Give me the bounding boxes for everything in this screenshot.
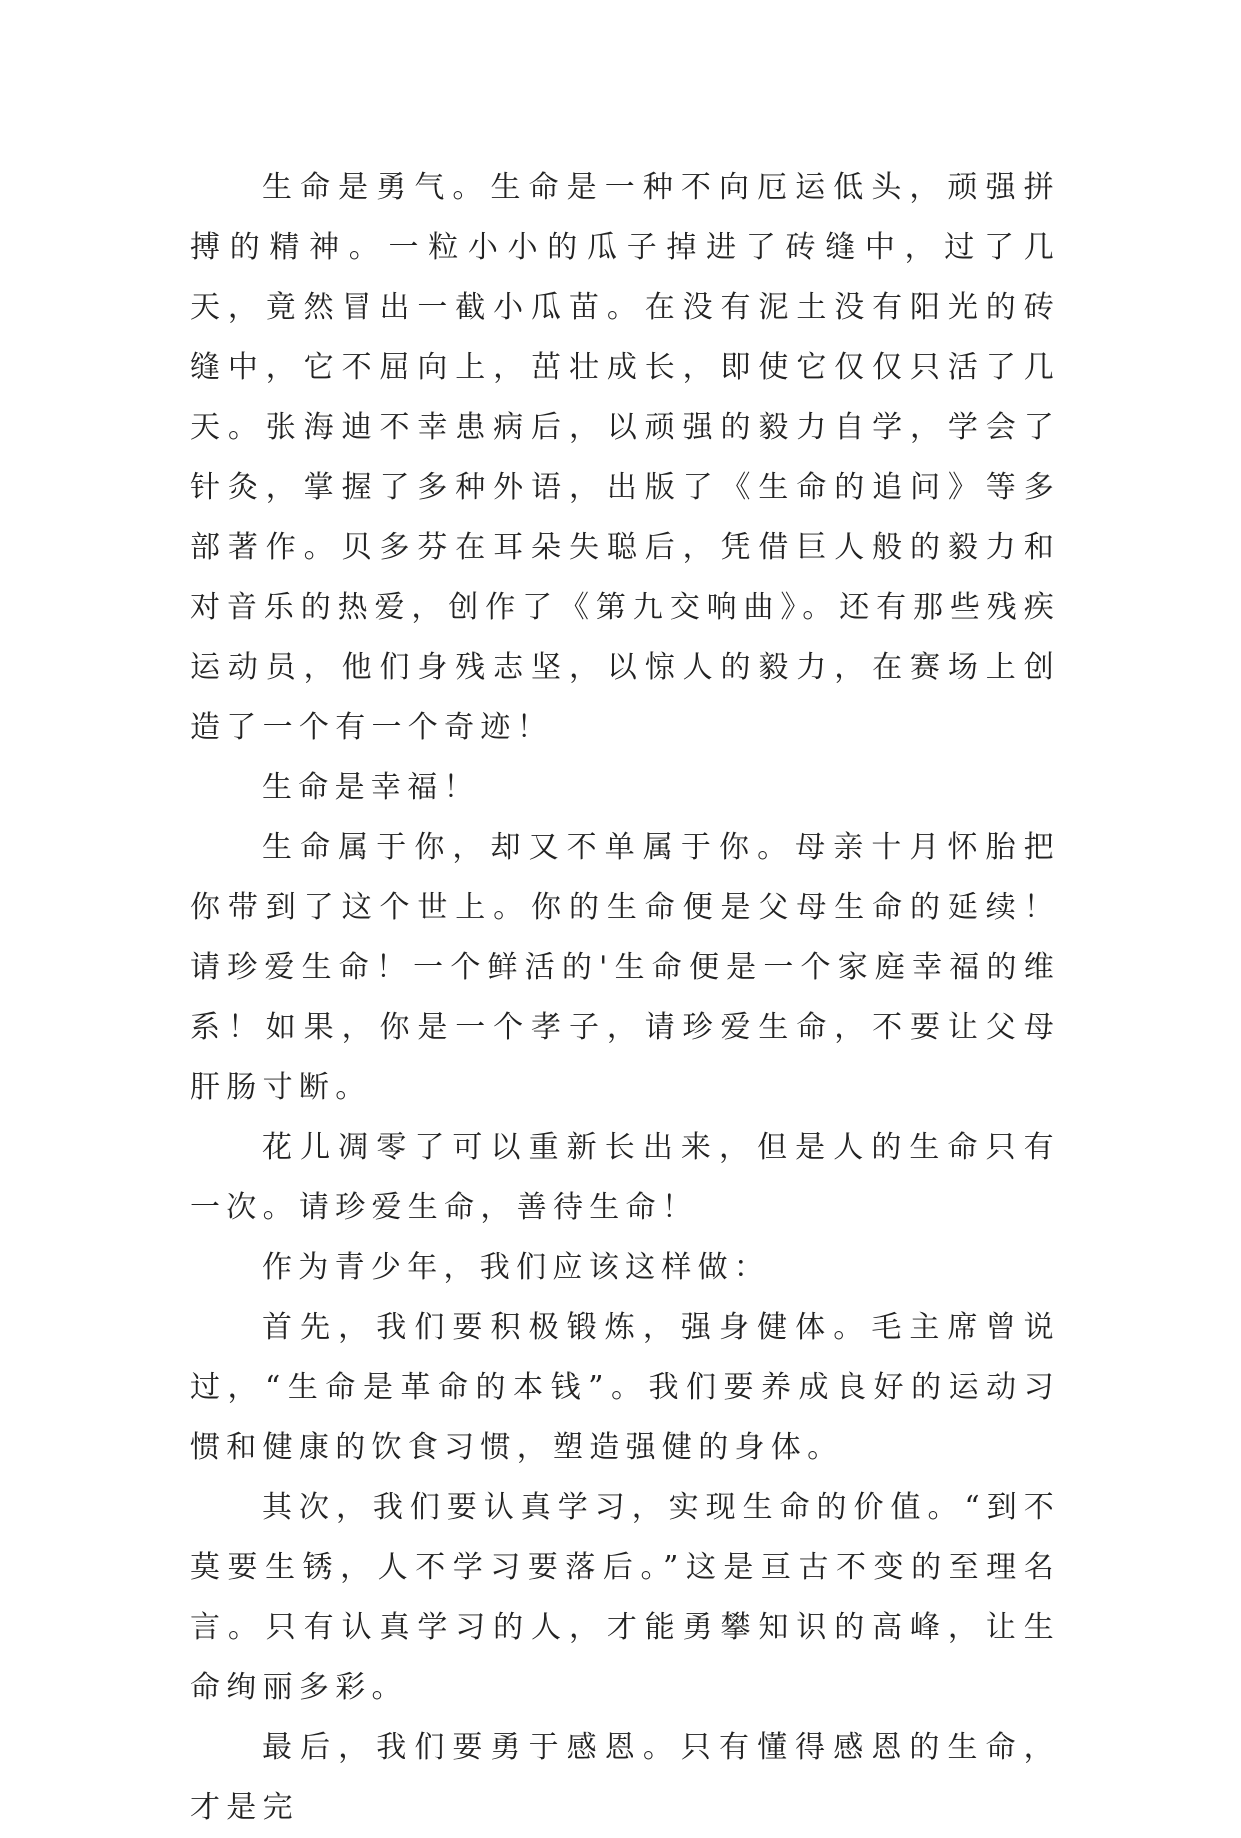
paragraph-belongs-to-you: 生命属于你，却又不单属于你。母亲十月怀胎把你带到了这个世上。你的生命便是父母生命的延续！请珍爱生命！一个鲜活的'生命便是一个家庭幸福的维系！如果，你是一个孝子，请珍爱生命，不要让父母肝肠寸断。	[190, 830, 1060, 1105]
paragraph-second-study: 其次，我们要认真学习，实现生命的价值。“到不莫要生锈，人不学习要落后。”这是亘古不变的至理名言。只有认真学习的人，才能勇攀知识的高峰，让生命绚丽多彩。	[190, 1490, 1060, 1705]
paragraph-happiness-heading: 生命是幸福！	[262, 770, 480, 805]
paragraph-courage: 生命是勇气。生命是一种不向厄运低头，顽强拼搏的精神。一粒小小的瓜子掉进了砖缝中，过了几天，竟然冒出一截小瓜苗。在没有泥土没有阳光的砖缝中，它不屈向上，茁壮成长，即使它仅仅只活了几天。张海迪不幸患病后，以顽强的毅力自学，学会了针灸，掌握了多种外语，出版了《生命的追问》等多部著作。贝多芬在耳朵失聪后，凭借巨人般的毅力和对音乐的热爱，创作了《第九交响曲》。还有那些残疾运动员，他们身残志坚，以惊人的毅力，在赛场上创造了一个有一个奇迹！	[190, 170, 1060, 745]
paragraph-only-once: 花儿凋零了可以重新长出来，但是人的生命只有一次。请珍爱生命，善待生命！	[190, 1130, 1060, 1225]
document-body	[190, 158, 1060, 1838]
paragraph-first-exercise: 首先，我们要积极锻炼，强身健体。毛主席曾说过，“生命是革命的本钱”。我们要养成良好的运动习惯和健康的饮食习惯，塑造强健的身体。	[190, 1310, 1060, 1465]
paragraph-as-youth: 作为青少年，我们应该这样做：	[262, 1250, 771, 1285]
paragraph-last-gratitude: 最后，我们要勇于感恩。只有懂得感恩的生命，才是完	[190, 1730, 1060, 1825]
